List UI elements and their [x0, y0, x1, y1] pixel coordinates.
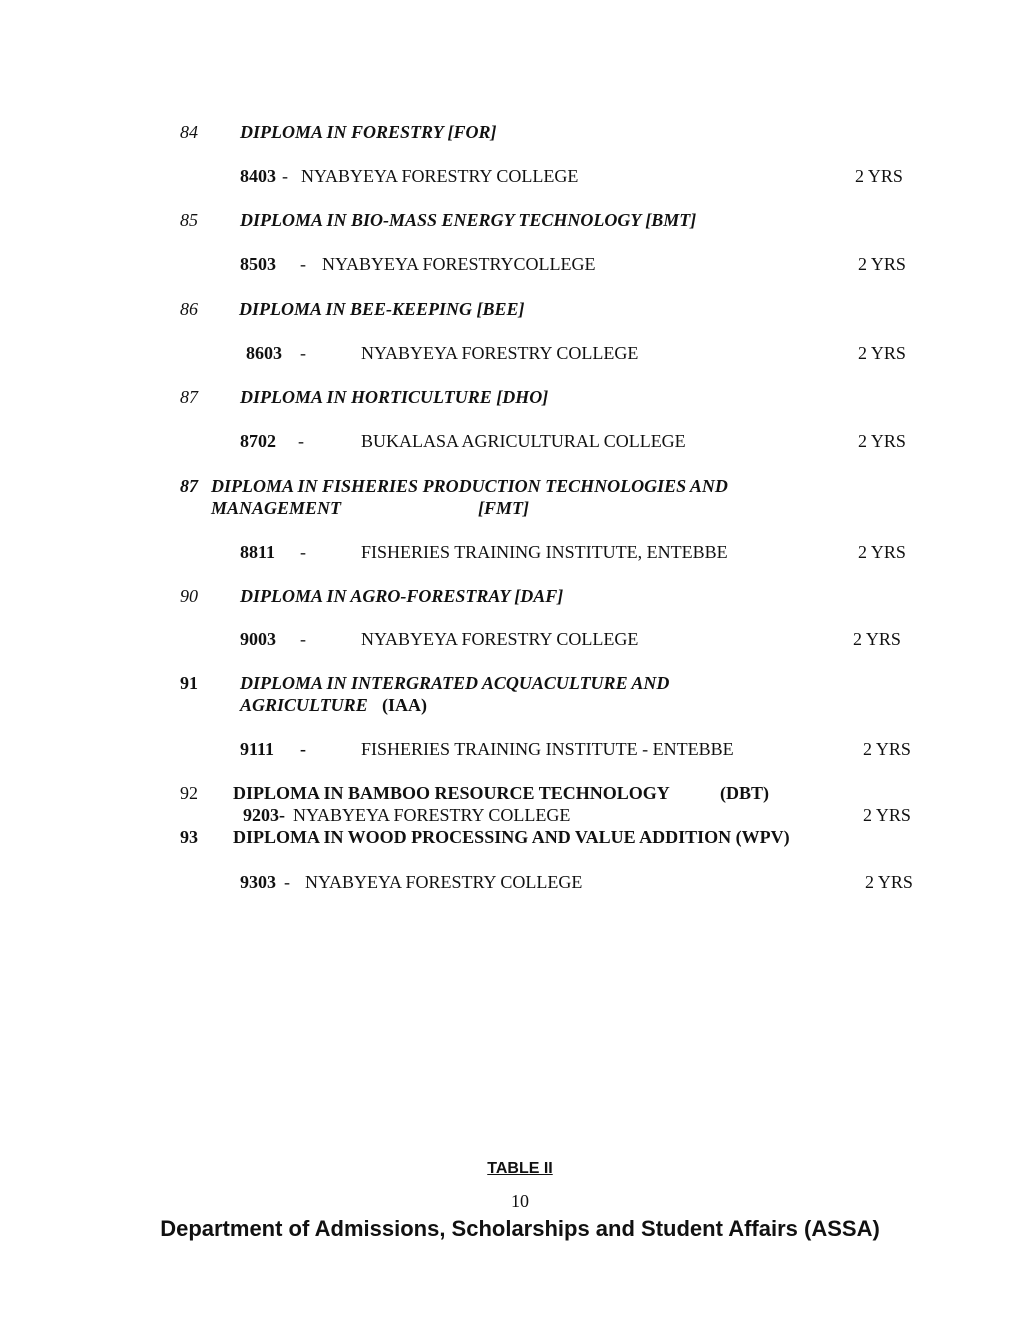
- programme-title: DIPLOMA IN WOOD PROCESSING AND VALUE ADDITION (WPV): [233, 827, 790, 847]
- separator: -: [282, 166, 288, 186]
- department-footer: Department of Admissions, Scholarships and Student Affairs (ASSA): [160, 1216, 880, 1241]
- programme-number: 92: [180, 783, 198, 803]
- page-number: 10: [511, 1191, 529, 1211]
- college-name: NYABYEYA FORESTRY COLLEGE: [361, 343, 639, 363]
- programme-number: 90: [180, 586, 198, 606]
- college-name: NYABYEYA FORESTRY COLLEGE: [361, 629, 639, 649]
- programme-number: 93: [180, 827, 198, 847]
- programme-tag: [FMT]: [478, 498, 529, 518]
- programme-code: 9303: [240, 872, 276, 892]
- college-name: NYABYEYA FORESTRY COLLEGE: [301, 166, 579, 186]
- programme-title: DIPLOMA IN BIO-MASS ENERGY TECHNOLOGY [BMT]: [240, 210, 697, 230]
- programme-title-line1: DIPLOMA IN INTERGRATED ACQUACULTURE AND: [240, 673, 670, 693]
- programme-title: DIPLOMA IN AGRO-FORESTRAY [DAF]: [240, 586, 564, 606]
- programme-title-line1: DIPLOMA IN FISHERIES PRODUCTION TECHNOLOGIES AND: [211, 476, 728, 496]
- programme-number: 87: [180, 387, 198, 407]
- programme-title-line2: MANAGEMENT: [211, 498, 342, 518]
- programme-title: DIPLOMA IN HORTICULTURE [DHO]: [240, 387, 549, 407]
- duration: 2 YRS: [855, 166, 903, 186]
- programme-tag: (IAA): [382, 695, 427, 715]
- duration: 2 YRS: [863, 805, 911, 825]
- separator: -: [298, 431, 304, 451]
- college-name: FISHERIES TRAINING INSTITUTE - ENTEBBE: [361, 739, 734, 759]
- programme-code: 9003: [240, 629, 276, 649]
- college-name: NYABYEYA FORESTRYCOLLEGE: [322, 254, 596, 274]
- duration: 2 YRS: [853, 629, 901, 649]
- programme-number: 84: [180, 122, 198, 142]
- programme-code: 8702: [240, 431, 276, 451]
- programme-tag: (DBT): [720, 783, 769, 803]
- separator: -: [300, 254, 306, 274]
- separator: -: [284, 872, 290, 892]
- programme-number: 91: [180, 673, 198, 693]
- college-name: NYABYEYA FORESTRY COLLEGE: [293, 805, 571, 825]
- programme-title: DIPLOMA IN BAMBOO RESOURCE TECHNOLOGY: [233, 783, 670, 803]
- programme-code: 9203-: [243, 805, 285, 825]
- programme-number: 87: [180, 476, 198, 496]
- programme-code: 8603: [246, 343, 282, 363]
- programme-number: 86: [180, 299, 198, 319]
- table-label: TABLE II: [487, 1160, 553, 1177]
- duration: 2 YRS: [858, 254, 906, 274]
- programme-number: 85: [180, 210, 198, 230]
- college-name: NYABYEYA FORESTRY COLLEGE: [305, 872, 583, 892]
- duration: 2 YRS: [865, 872, 913, 892]
- college-name: BUKALASA AGRICULTURAL COLLEGE: [361, 431, 686, 451]
- separator: -: [300, 542, 306, 562]
- duration: 2 YRS: [858, 542, 906, 562]
- duration: 2 YRS: [858, 431, 906, 451]
- programme-code: 9111: [240, 739, 275, 759]
- separator: -: [300, 343, 306, 363]
- separator: -: [300, 739, 306, 759]
- duration: 2 YRS: [858, 343, 906, 363]
- programme-title: DIPLOMA IN BEE-KEEPING [BEE]: [239, 299, 525, 319]
- programme-title-line2: AGRICULTURE: [240, 695, 368, 715]
- duration: 2 YRS: [863, 739, 911, 759]
- college-name: FISHERIES TRAINING INSTITUTE, ENTEBBE: [361, 542, 728, 562]
- separator: -: [300, 629, 306, 649]
- programme-title: DIPLOMA IN FORESTRY [FOR]: [240, 122, 497, 142]
- programme-code: 8403: [240, 166, 276, 186]
- programme-code: 8503: [240, 254, 276, 274]
- programme-code: 8811: [240, 542, 276, 562]
